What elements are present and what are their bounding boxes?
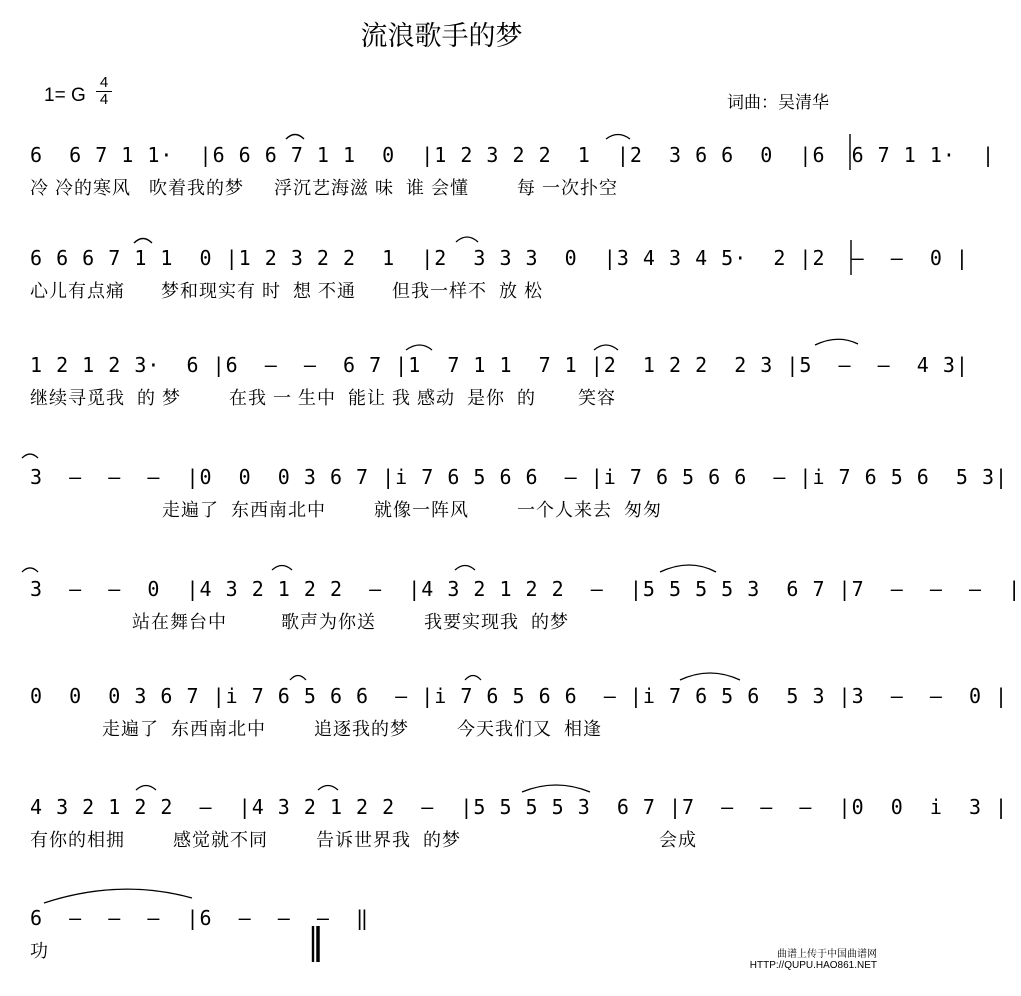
lyricist-composer-credit: 词曲：吴清华	[727, 93, 829, 112]
time-signature-bottom: 4	[99, 91, 109, 108]
key-signature: 1= G	[44, 85, 86, 106]
time-signature	[96, 75, 112, 108]
watermark-line-2: HTTP://QUPU.HAO861.NET	[749, 960, 877, 971]
slur-mark	[286, 135, 304, 140]
slur-mark	[680, 673, 740, 680]
score-system-4	[0, 465, 1009, 555]
lyrics-line: 站在舞台中 歌声为你送 我要实现我 的梦	[30, 612, 570, 632]
slur-mark	[318, 786, 338, 791]
slur-mark	[44, 889, 192, 903]
slur-mark	[136, 786, 156, 791]
lyrics-line: 心儿有点痛 梦和现实有 时 想 不通 但我一样不 放 松	[30, 281, 544, 301]
lyrics-line: 功	[30, 941, 49, 961]
notation-line: 3 — — — |0 0 0 3 6 7 |i 7 6 5 6 6 — |i 7 6 5 6 6 — |i 7 6 5 6 5 3|	[30, 465, 1009, 489]
score-system-3	[0, 353, 969, 443]
slur-mark	[660, 565, 716, 572]
notation-line: 1 2 1 2 3· 6 |6 — — 6 7 |1 7 1 1 7 1 |2 1 2 2 2 3 |5 — — 4 3|	[30, 353, 969, 377]
slur-mark	[815, 339, 858, 345]
score-system-7	[0, 795, 1009, 885]
notation-line: 0 0 0 3 6 7 |i 7 6 5 6 6 — |i 7 6 5 6 6 — |i 7 6 5 6 5 3 |3 — — 0 |	[30, 684, 1009, 708]
lyrics-line: 走遍了 东西南北中 就像一阵风 一个人来去 匆匆	[30, 500, 663, 520]
slur-mark	[134, 239, 152, 244]
lyrics-line: 有你的相拥 感觉就不同 告诉世界我 的梦 会成	[30, 830, 698, 850]
lyrics-line: 冷 冷的寒风 吹着我的梦 浮沉艺海滋 味 谁 会懂 每 一次扑空	[30, 178, 619, 198]
notation-line: 3 — — 0 |4 3 2 1 2 2 — |4 3 2 1 2 2 — |5 5 5 5 3 6 7 |7 — — — |	[30, 577, 1021, 601]
slur-mark	[455, 566, 475, 571]
slur-mark	[22, 568, 38, 572]
slur-mark	[465, 676, 481, 681]
notation-line: 6 6 7 1 1· |6 6 6 7 1 1 0 |1 2 3 2 2 1 |2 3 6 6 0 |6 6 7 1 1· |	[30, 143, 996, 167]
lyrics-line: 继续寻觅我 的 梦 在我 一 生中 能让 我 感动 是你 的 笑容	[30, 388, 617, 408]
score-system-1	[0, 143, 996, 233]
song-title: 流浪歌手的梦	[360, 21, 523, 51]
slur-mark	[594, 345, 618, 350]
score-system-6	[0, 684, 1009, 774]
slur-mark	[456, 237, 478, 242]
score-system-2	[0, 246, 969, 336]
watermark-line-1: 曲谱上传于中国曲谱网	[777, 949, 877, 960]
notation-line: 6 6 6 7 1 1 0 |1 2 3 2 2 1 |2 3 3 3 0 |3 4 3 4 5· 2 |2 — — 0 |	[30, 246, 969, 270]
slur-mark	[290, 676, 306, 681]
slur-mark	[406, 345, 432, 350]
slur-mark	[606, 135, 630, 140]
score-system-5	[0, 577, 1021, 667]
slur-mark	[272, 566, 292, 571]
time-signature-top: 4	[99, 74, 109, 91]
site-watermark	[750, 949, 877, 971]
slur-mark	[22, 454, 38, 458]
lyrics-line: 走遍了 东西南北中 追逐我的梦 今天我们又 相逢	[30, 719, 603, 739]
notation-line: 4 3 2 1 2 2 — |4 3 2 1 2 2 — |5 5 5 5 3 6 7 |7 — — — |0 0 i 3 |	[30, 795, 1009, 819]
slur-mark	[522, 785, 590, 792]
notation-line: 6 — — — |6 — — — ‖	[30, 906, 370, 930]
